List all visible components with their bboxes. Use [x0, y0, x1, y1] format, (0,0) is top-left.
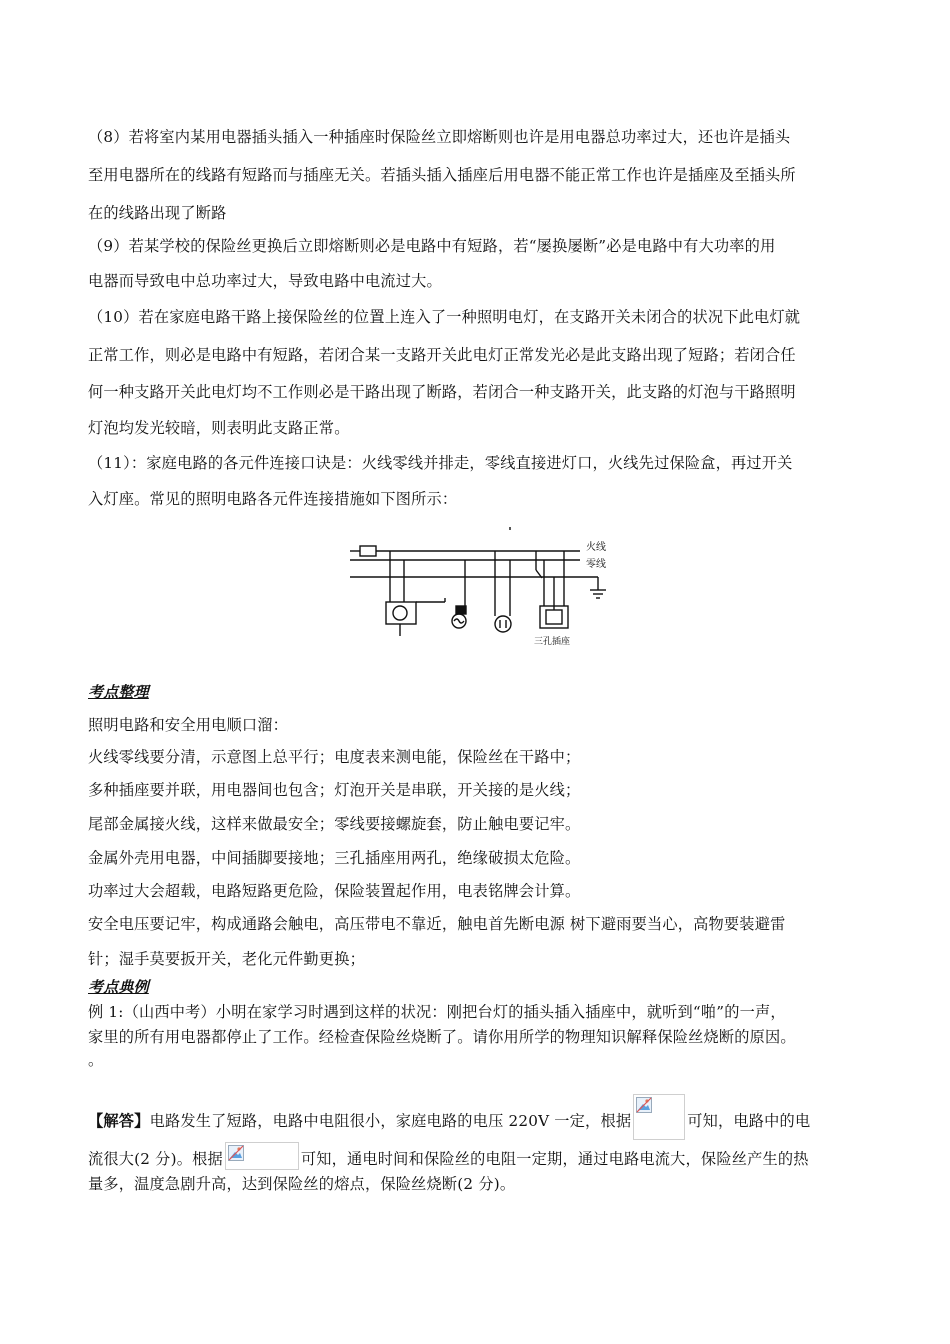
rhyme-line: 针；湿手莫要扳开关，老化元件勤更换； — [88, 950, 365, 968]
two-pin-socket-icon — [495, 616, 511, 632]
rhyme-line: 金属外壳用电器，中间插脚要接地；三孔插座用两孔，绝缘破损太危险。 — [88, 849, 581, 867]
para9-line2: 电器而导致电中总功率过大，导致电路中电流过大。 — [88, 272, 442, 290]
para9-line1: （9）若某学校的保险丝更换后立即熔断则必是电路中有短路，若“屡换屡断”必是电路中有大功率的用 — [88, 237, 776, 255]
section-heading-example: 考点典例 — [88, 978, 149, 996]
para8-line1: （8）若将室内某用电器插头插入一种插座时保险丝立即熔断则也许是用电器总功率过大，还也许是插头 — [88, 128, 791, 146]
rhyme-line: 尾部金属接火线，这样来做最安全；零线要接螺旋套，防止触电要记牢。 — [88, 815, 581, 833]
para10-line4: 灯泡均发光较暗，则表明此支路正常。 — [88, 419, 350, 437]
answer-text: 可知，电路中的电 — [687, 1112, 811, 1130]
live-wire-label: 火线 — [586, 542, 606, 553]
section-heading-summary: 考点整理 — [88, 683, 149, 701]
answer-line2 — [88, 1142, 809, 1170]
household-circuit-diagram — [340, 520, 620, 650]
answer-text: 可知，通电时间和保险丝的电阻一定期，通过电路电流大，保险丝产生的热 — [300, 1150, 809, 1168]
answer-label: 【解答】 — [88, 1112, 150, 1130]
three-hole-socket-label: 三孔插座 — [534, 637, 571, 647]
meter-box-icon — [386, 602, 416, 624]
meter-dial-icon — [393, 606, 407, 620]
para11-line1: （11）：家庭电路的各元件连接口诀是：火线零线并排走，零线直接进灯口，火线先过保险盒，再过开关 — [88, 454, 793, 472]
rhyme-intro: 照明电路和安全用电顺口溜： — [88, 716, 289, 734]
para10-line1: （10）若在家庭电路干路上接保险丝的位置上连入了一种照明电灯，在支路开关未闭合的状况下此电灯就 — [88, 308, 801, 326]
broken-image-icon — [636, 1097, 652, 1113]
para8-line2: 至用电器所在的线路有短路而与插座无关。若插头插入插座后用电器不能正常工作也许是插座及至插头所 — [88, 166, 796, 184]
example-line1: 例 1:（山西中考）小明在家学习时遇到这样的状况：刚把台灯的插头插入插座中，就听到“啪”的一声， — [88, 1003, 786, 1021]
formula-image-placeholder — [225, 1142, 299, 1170]
answer-line1 — [88, 1094, 810, 1140]
broken-image-icon — [228, 1145, 244, 1161]
rhyme-line: 多种插座要并联，用电器间也包含；灯泡开关是串联，开关接的是火线； — [88, 781, 581, 799]
neutral-wire-label: 零线 — [586, 559, 606, 570]
para10-line3: 何一种支路开关此电灯均不工作则必是干路出现了断路，若闭合一种支路开关，此支路的灯泡与干路照明 — [88, 383, 796, 401]
answer-text: 流很大(2 分)。根据 — [88, 1150, 223, 1168]
rhyme-line: 安全电压要记牢，构成通路会触电，高压带电不靠近，触电首先断电源 树下避雨要当心，高物要装避雷 — [88, 915, 786, 933]
answer-line3: 量多，温度急剧升高，达到保险丝的熔点，保险丝烧断(2 分)。 — [88, 1175, 516, 1193]
switch-icon — [456, 606, 466, 614]
fuse-icon — [360, 546, 376, 556]
para8-line3: 在的线路出现了断路 — [88, 204, 227, 222]
example-line3: 。 — [88, 1051, 104, 1069]
answer-text: 电路发生了短路，电路中电阻很小，家庭电路的电压 220V 一定，根据 — [149, 1112, 632, 1130]
formula-image-placeholder — [633, 1094, 685, 1140]
rhyme-line: 功率过大会超载，电路短路更危险，保险装置起作用，电表铭牌会计算。 — [88, 882, 581, 900]
rhyme-line: 火线零线要分清，示意图上总平行；电度表来测电能，保险丝在干路中； — [88, 748, 581, 766]
para10-line2: 正常工作，则必是电路中有短路，若闭合某一支路开关此电灯正常发光必是此支路出现了短路；若闭合任 — [88, 346, 796, 364]
para11-line2: 入灯座。常见的照明电路各元件连接措施如下图所示： — [88, 490, 458, 508]
example-line2: 家里的所有用电器都停止了工作。经检查保险丝烧断了。请你用所学的物理知识解释保险丝烧断的原因。 — [88, 1028, 796, 1046]
